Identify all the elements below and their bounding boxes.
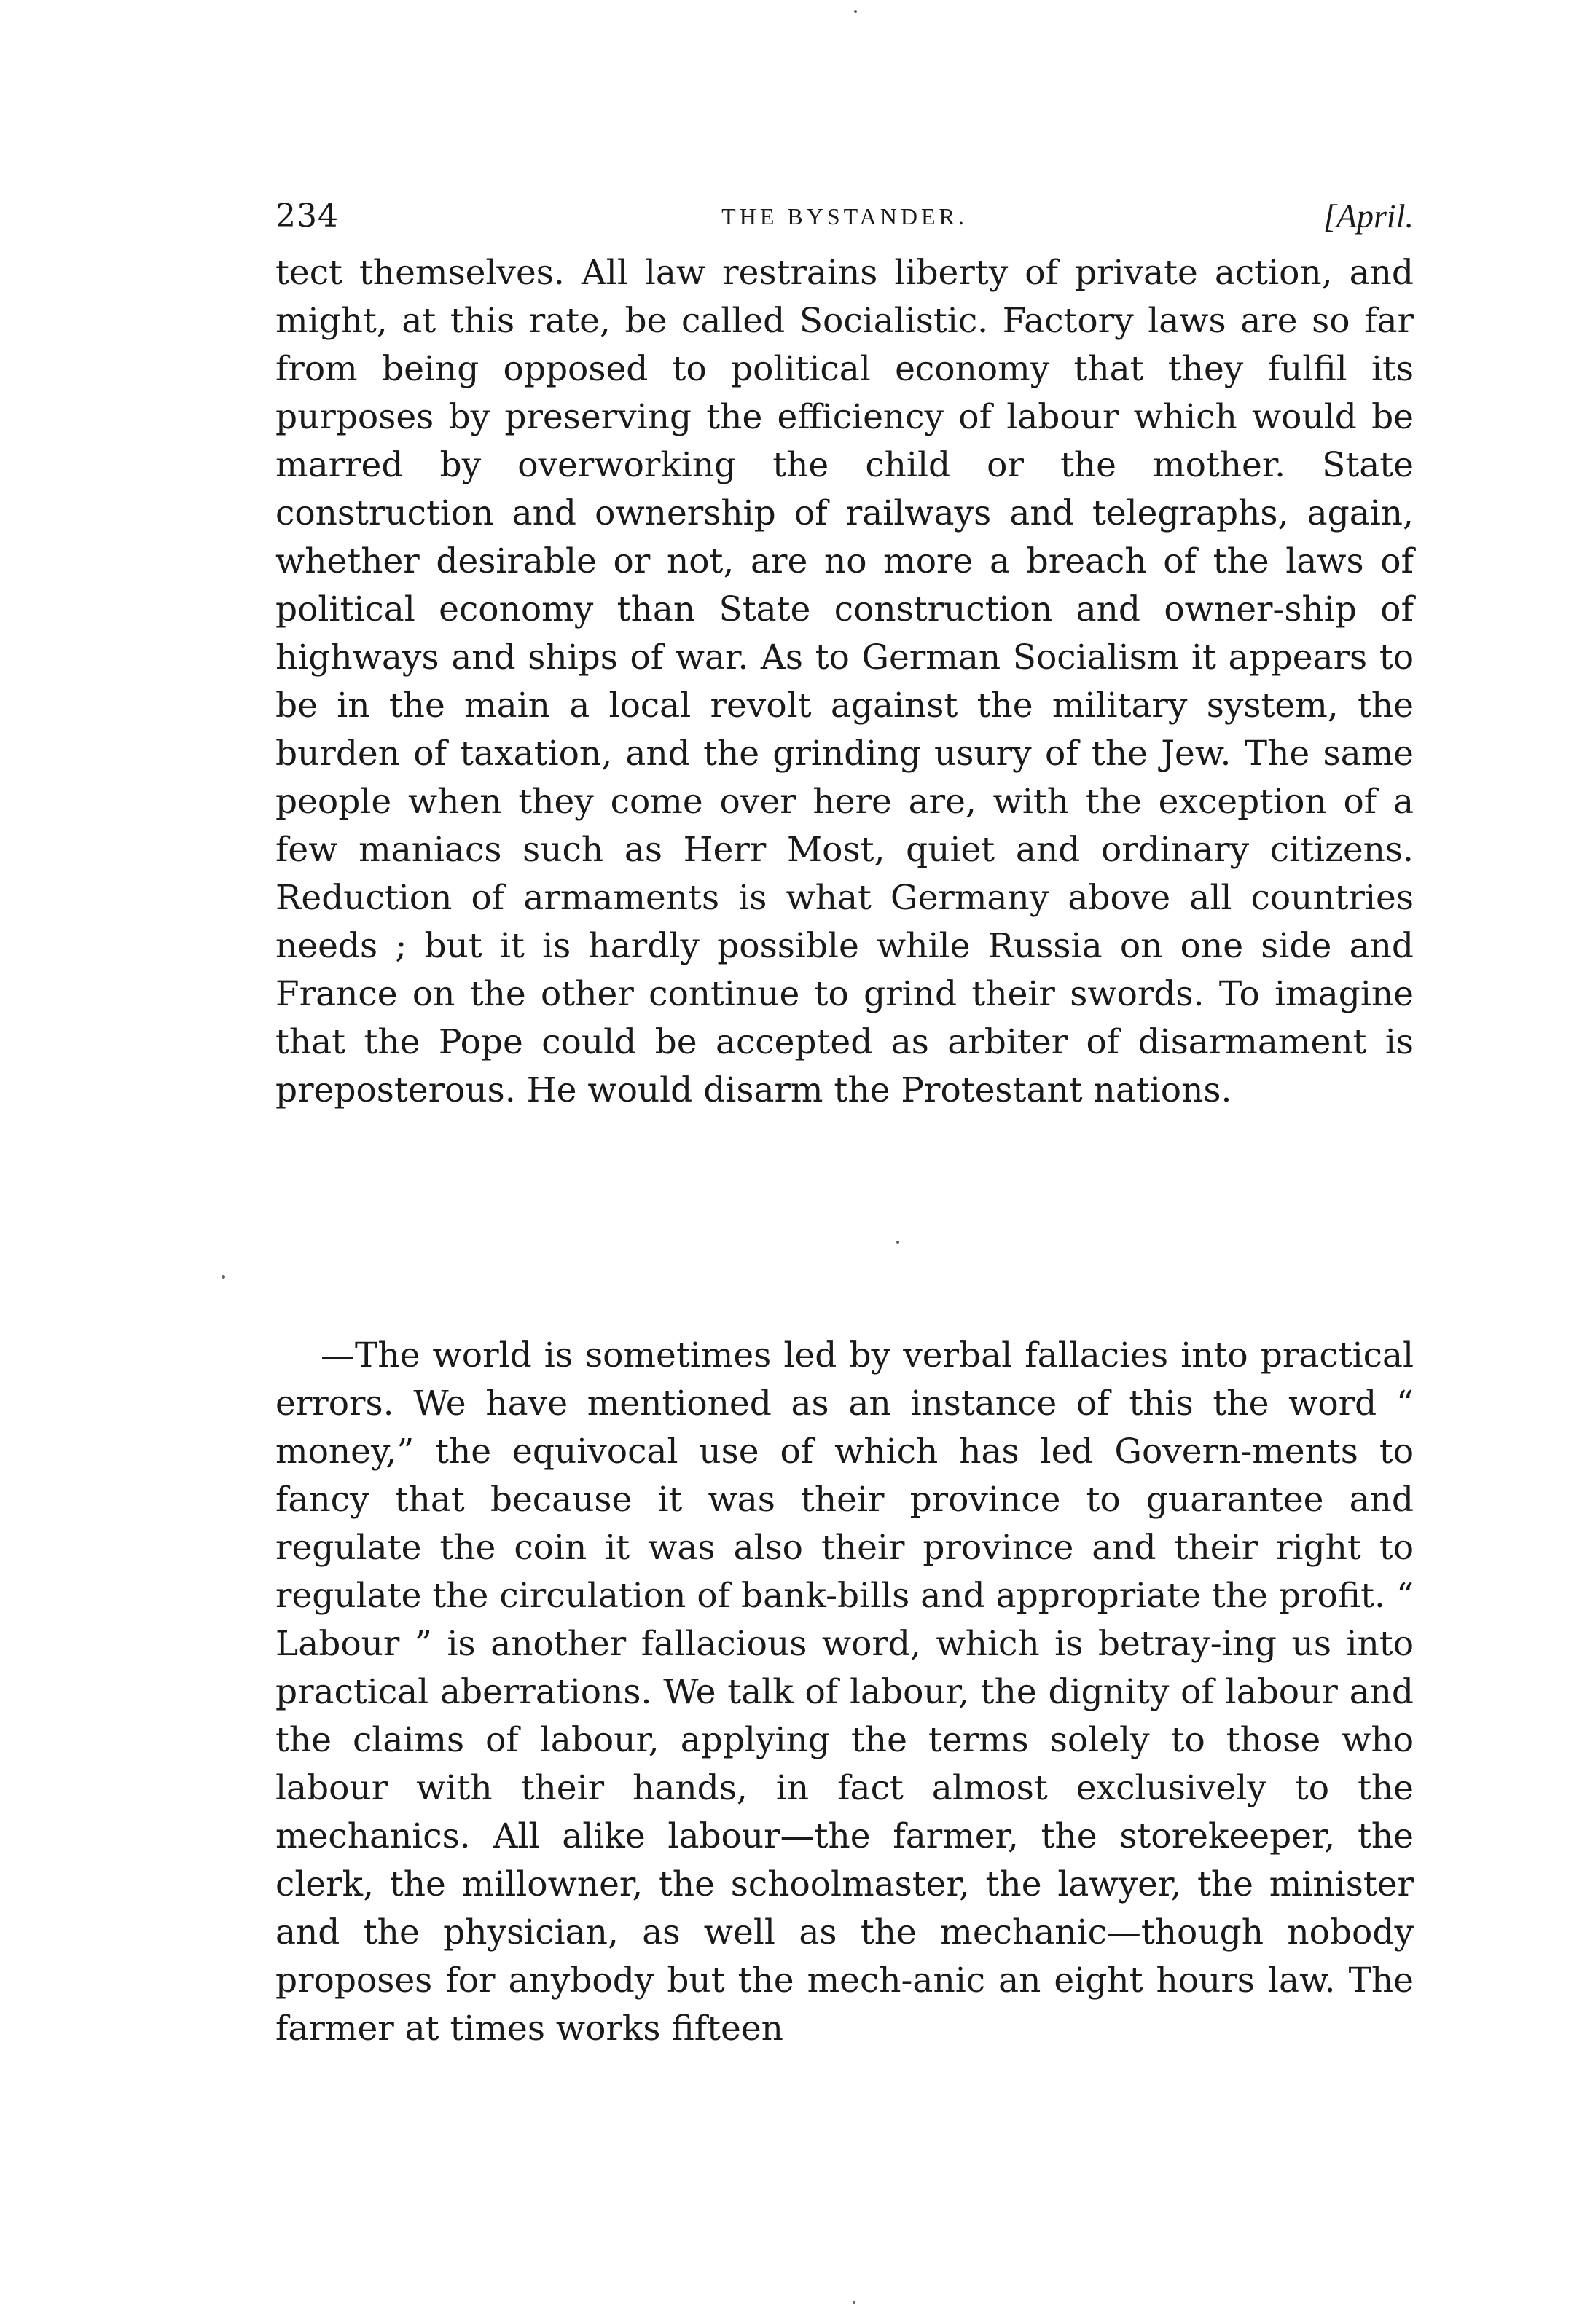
running-title: THE BYSTANDER. [721,203,968,229]
paragraph-socialism: tect themselves. All law restrains liberty of private action, and might, at this rate, be called Socialistic. Factory laws are so far from being opposed to political economy that they fulfil its purposes by preserving the efficiency of labour which would be marred by overworking the child or the mother. State construction and ownership of railways and telegraphs, again, whether desirable or not, are no more a breach of the laws of political economy than State construction and owner-ship of highways and ships of war. As to German Socialism it appears to be in the main a local revolt against the military system, the burden of taxation, and the grinding usury of the Jew. The same people when they come over here are, with the exception of a few maniacs such as Herr Most, quiet and ordinary citizens. Reduction of armaments is what Germany above all countries needs ; but it is hardly possible while Russia on one side and France on the other continue to grind their swords. To imagine that the Pope could be accepted as arbiter of disarmament is preposterous. He would disarm the Protestant nations. [275,253,1414,1110]
print-speck [854,10,857,13]
page-header [275,191,1414,242]
paragraph-labour: —The world is sometimes led by verbal fallacies into practical errors. We have mentioned as an instance of this the word “ money,” the equivocal use of which has led Govern-ments to fancy that because it was their province to guarantee and regulate the coin it was also their province and their right to regulate the circulation of bank-bills and appropriate the profit. “ Labour ” is another fallacious word, which is betray-ing us into practical aberrations. We talk of labour, the dignity of labour and the claims of labour, applying the terms solely to those who labour with their hands, in fact almost exclusively to the mechanics. All alike labour—the farmer, the storekeeper, the clerk, the millowner, the schoolmaster, the lawyer, the minister and the physician, as well as the mechanic—though nobody proposes for anybody but the mech-anic an eight hours law. The farmer at times works fifteen [275,1335,1414,2049]
print-speck [853,2301,855,2304]
header-month: [April. [1323,197,1414,235]
print-speck [222,1275,225,1279]
print-speck [896,1241,899,1244]
page-number: 234 [275,197,339,235]
